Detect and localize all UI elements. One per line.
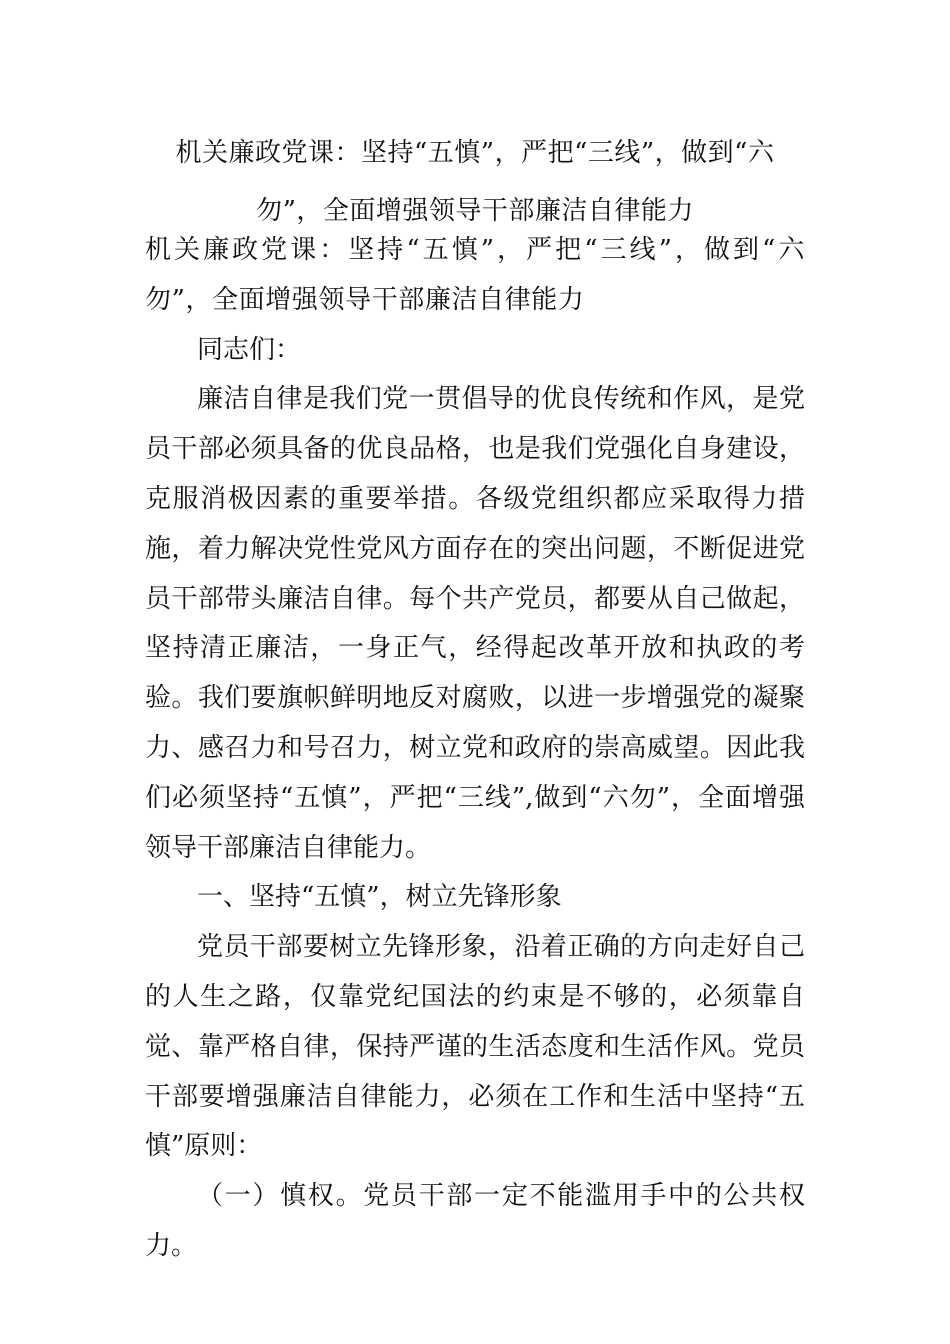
salutation: 同志们： <box>197 334 302 365</box>
repeated-title: 机关廉政党课：坚持“五慎”，严把“三线”，做到“六勿”，全面增强领导干部廉洁自律能力 <box>145 235 805 315</box>
paragraph-subsection-1: （一）慎权。党员干部一定不能滥用手中的公共权力。 <box>145 1181 805 1261</box>
paragraph-section-1: 党员干部要树立先锋形象，沿着正确的方向走好自己的人生之路，仅靠党纪国法的约束是不够的，必须靠自觉、靠严格自律，保持严谨的生活态度和生活作风。党员干部要增强廉洁自律能力，必须在工作和生活中坚持“五慎”原则： <box>145 932 805 1162</box>
document-body <box>145 226 805 1272</box>
title-line-2: 勿”，全面增强领导干部廉洁自律能力 <box>256 196 694 226</box>
title-line-1: 机关廉政党课：坚持“五慎”，严把“三线”，做到“六 <box>175 138 775 168</box>
document-title <box>145 124 805 240</box>
section-heading-1: 一、坚持“五慎”，树立先锋形象 <box>197 882 562 913</box>
paragraph-intro: 廉洁自律是我们党一贯倡导的优良传统和作风，是党员干部必须具备的优良品格，也是我们党强化自身建设，克服消极因素的重要举措。各级党组织都应采取得力措施，着力解决党性党风方面存在的突出问题，不断促进党员干部带头廉洁自律。每个共产党员，都要从自己做起，坚持清正廉洁，一身正气，经得起改革开放和执政的考验。我们要旗帜鲜明地反对腐败，以进一步增强党的凝聚力、感召力和号召力，树立党和政府的崇高威望。因此我们必须坚持“五慎”，严把“三线”,做到“六勿”，全面增强领导干部廉洁自律能力。 <box>145 384 805 863</box>
